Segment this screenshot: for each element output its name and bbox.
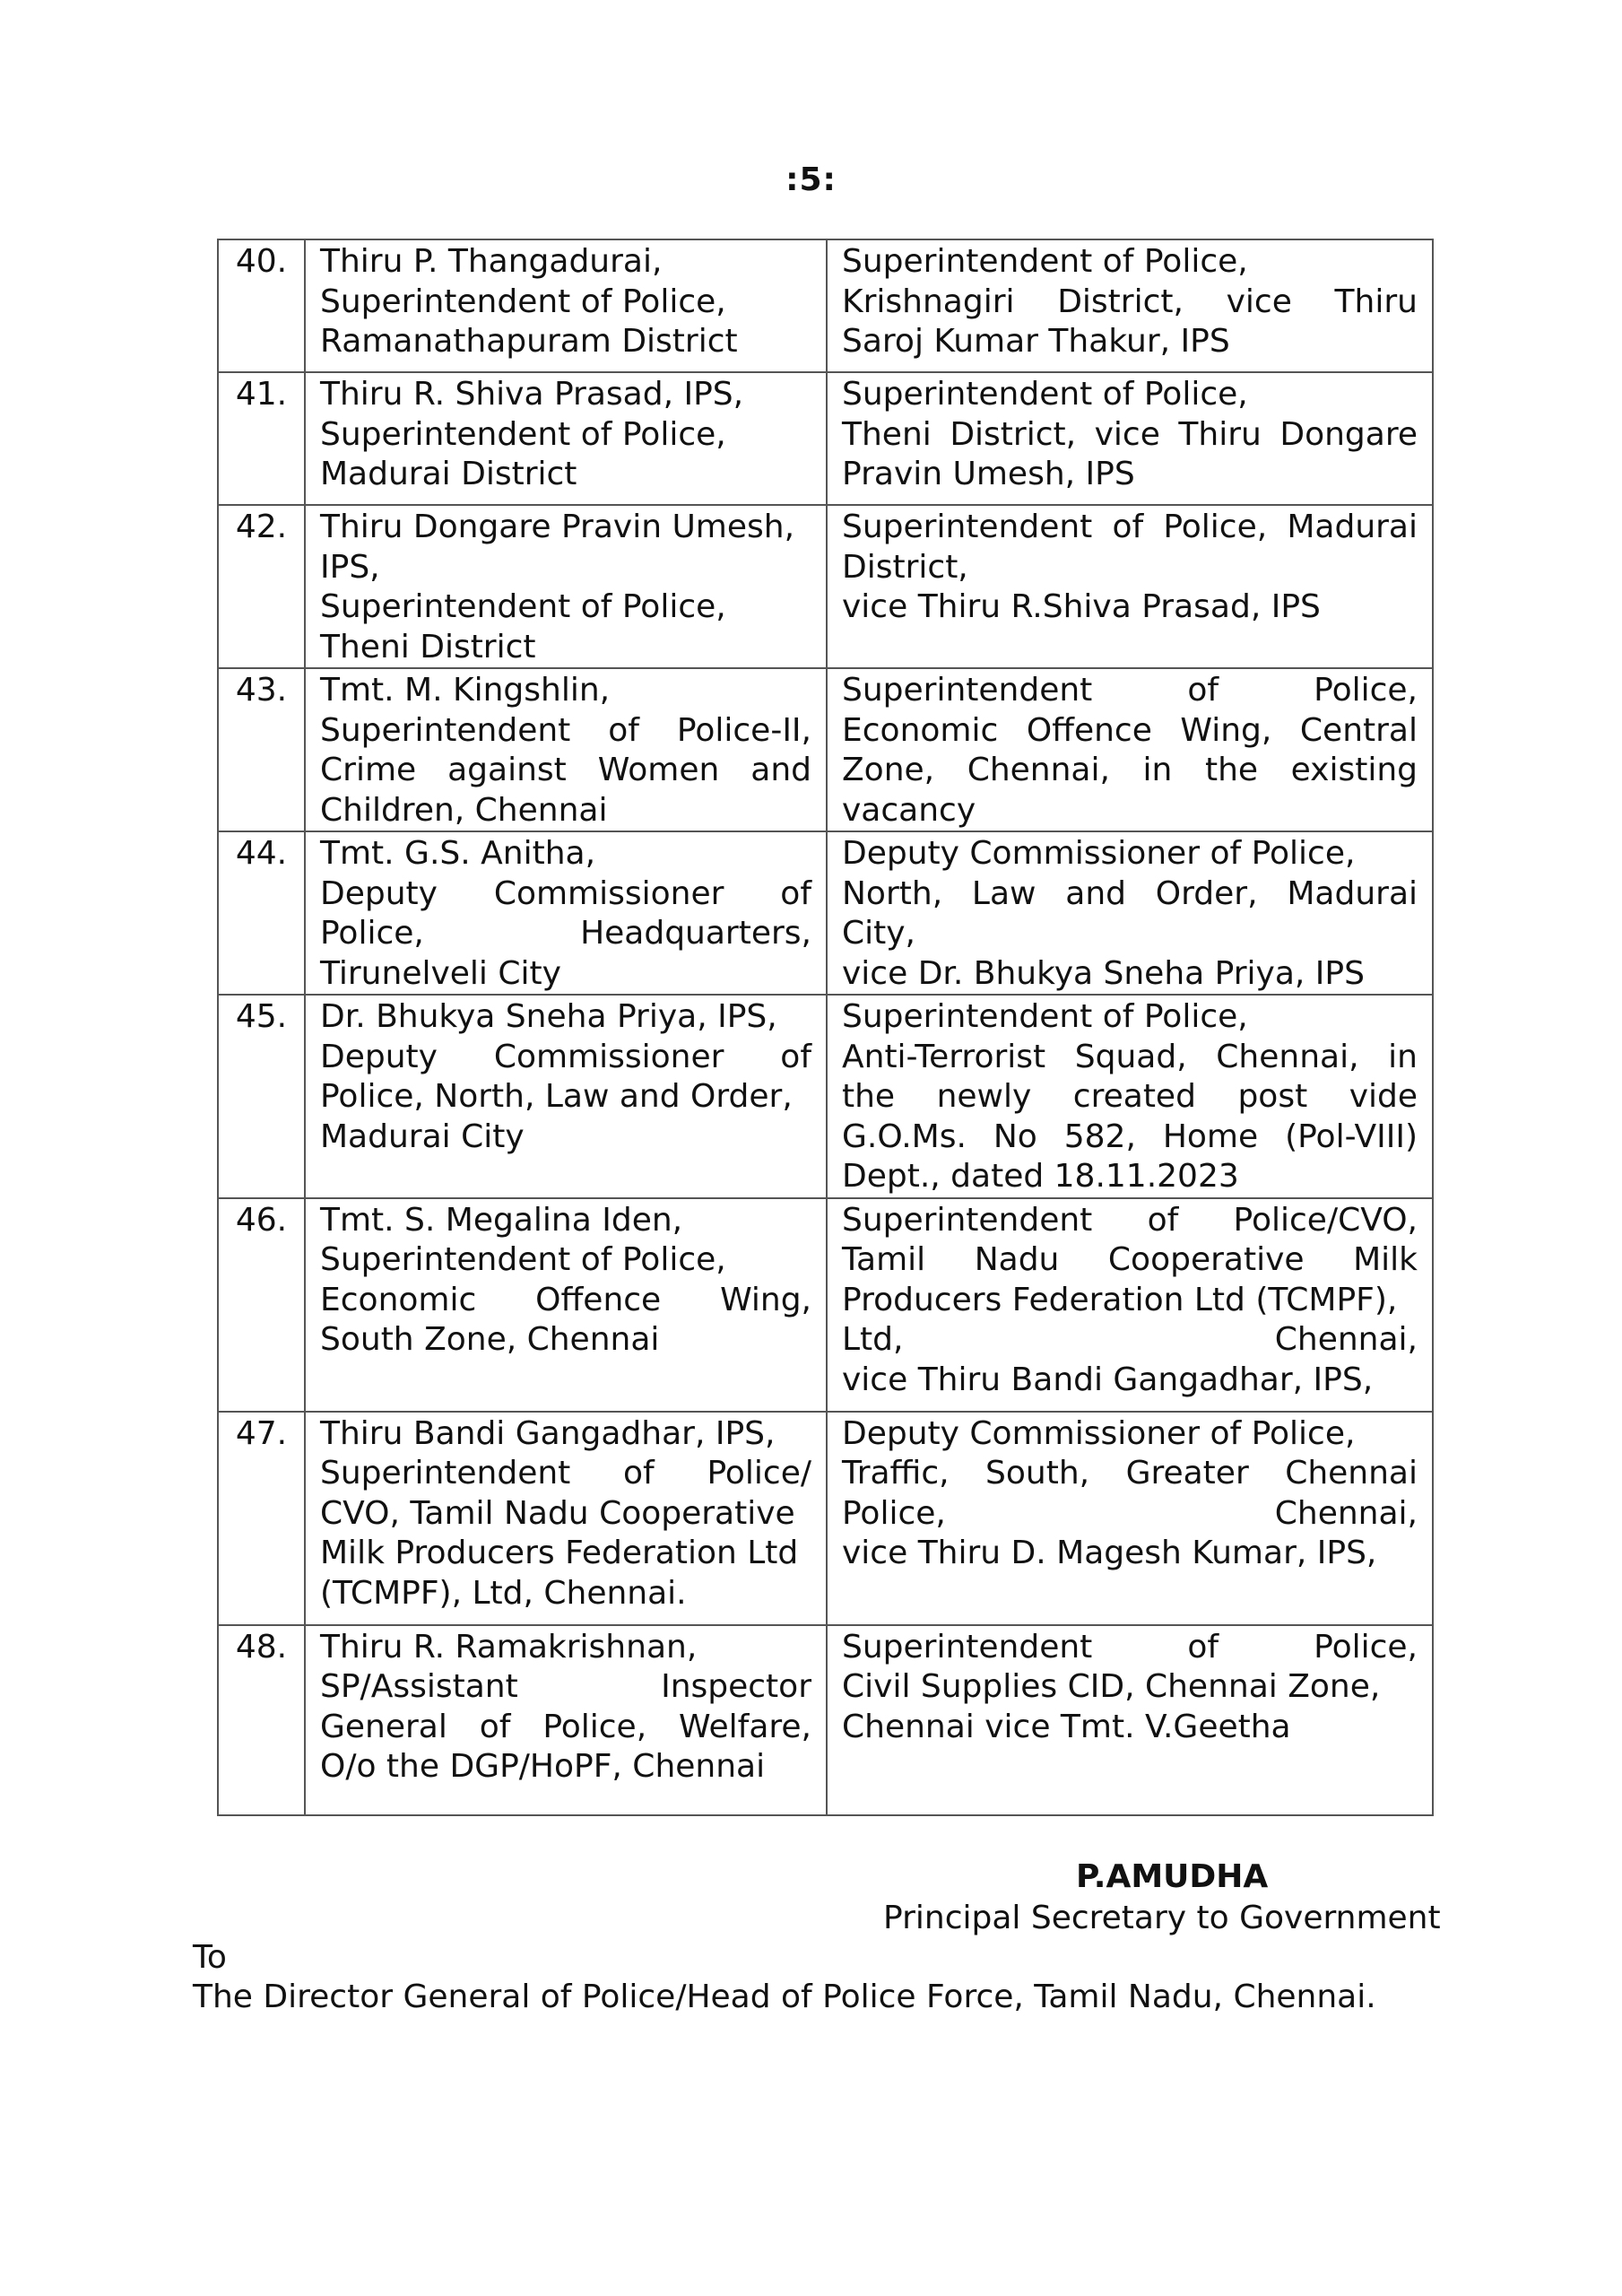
- officer-line: Thiru R. Shiva Prasad, IPS,: [320, 376, 744, 413]
- serial-number: 45.: [218, 995, 305, 1198]
- officer-line: Theni District: [320, 628, 536, 665]
- posting-line: Superintendent of Police,: [842, 998, 1248, 1035]
- posting-line: vice Thiru Bandi Gangadhar, IPS,: [842, 1361, 1374, 1398]
- officer-line: Police, Headquarters,: [320, 915, 811, 952]
- officer-line: Children, Chennai: [320, 791, 608, 829]
- officer-line: Tmt. G.S. Anitha,: [320, 835, 596, 872]
- posting-line: vice Dr. Bhukya Sneha Priya, IPS: [842, 954, 1365, 992]
- posting-cell: [827, 668, 1433, 831]
- officer-line: Superintendent of Police,: [320, 588, 726, 625]
- posting-line: Deputy Commissioner of Police,: [842, 1414, 1356, 1452]
- posting-line: Civil Supplies CID, Chennai Zone,: [842, 1668, 1381, 1705]
- table-row: [218, 831, 1433, 995]
- officer-line: Ramanathapuram District: [320, 323, 738, 360]
- officer-cell: [305, 239, 827, 372]
- table-row: [218, 668, 1433, 831]
- serial-number: 40.: [218, 239, 305, 372]
- posting-line: Zone, Chennai, in the existing: [842, 752, 1418, 788]
- officer-line: SP/Assistant Inspector: [320, 1668, 811, 1705]
- officer-line: Crime against Women and: [320, 752, 811, 788]
- posting-line: Deputy Commissioner of Police,: [842, 835, 1356, 872]
- officer-cell: [305, 1198, 827, 1412]
- posting-line: Anti-Terrorist Squad, Chennai, in: [842, 1038, 1418, 1075]
- recipient-address: The Director General of Police/Head of Police Force, Tamil Nadu, Chennai.: [193, 1979, 1376, 2015]
- officer-line: Tirunelveli City: [320, 954, 561, 992]
- table-row: [218, 505, 1433, 668]
- posting-line: G.O.Ms. No 582, Home (Pol-VIII): [842, 1118, 1418, 1155]
- posting-line: Superintendent of Police/CVO,: [842, 1201, 1418, 1239]
- officer-line: Thiru P. Thangadurai,: [320, 243, 663, 280]
- posting-cell: [827, 1198, 1433, 1412]
- posting-line: Krishnagiri District, vice Thiru: [842, 283, 1418, 320]
- officer-line: Superintendent of Police,: [320, 283, 726, 320]
- officer-cell: [305, 1412, 827, 1625]
- posting-line: Police, Chennai,: [842, 1494, 1418, 1532]
- officer-line: Milk Producers Federation Ltd: [320, 1535, 799, 1571]
- posting-line: Producers Federation Ltd (TCMPF),: [842, 1281, 1398, 1318]
- officer-line: O/o the DGP/HoPF, Chennai: [320, 1748, 766, 1785]
- posting-cell: [827, 372, 1433, 505]
- officer-line: Police, North, Law and Order,: [320, 1078, 793, 1115]
- posting-cell: [827, 239, 1433, 372]
- posting-line: Economic Offence Wing, Central: [842, 711, 1418, 749]
- officer-cell: [305, 505, 827, 668]
- posting-line: the newly created post vide: [842, 1078, 1418, 1115]
- officer-line: (TCMPF), Ltd, Chennai.: [320, 1574, 687, 1612]
- posting-line: vice Thiru D. Magesh Kumar, IPS,: [842, 1535, 1377, 1571]
- officer-line: Madurai District: [320, 456, 577, 492]
- officer-cell: [305, 668, 827, 831]
- officer-line: Superintendent of Police,: [320, 1241, 726, 1278]
- table-row: [218, 1625, 1433, 1815]
- posting-line: Tamil Nadu Cooperative Milk: [842, 1241, 1418, 1278]
- posting-line: Traffic, South, Greater Chennai: [842, 1455, 1418, 1492]
- officer-line: Deputy Commissioner of: [320, 874, 811, 912]
- officer-line: Superintendent of Police-II,: [320, 711, 811, 749]
- posting-line: City,: [842, 915, 916, 952]
- posting-line: District,: [842, 548, 968, 586]
- serial-number: 47.: [218, 1412, 305, 1625]
- officer-line: IPS,: [320, 548, 380, 586]
- posting-cell: [827, 505, 1433, 668]
- signatory-name: P.AMUDHA: [1076, 1858, 1269, 1895]
- table-row: [218, 1412, 1433, 1625]
- officer-line: Tmt. M. Kingshlin,: [320, 672, 611, 709]
- serial-number: 41.: [218, 372, 305, 505]
- officer-cell: [305, 995, 827, 1198]
- posting-line: Superintendent of Police, Madurai: [842, 509, 1418, 545]
- posting-line: Saroj Kumar Thakur, IPS: [842, 323, 1230, 360]
- officer-line: Thiru Dongare Pravin Umesh,: [320, 509, 795, 545]
- officer-line: Thiru R. Ramakrishnan,: [320, 1628, 698, 1665]
- table-row: [218, 995, 1433, 1198]
- posting-line: Dept., dated 18.11.2023: [842, 1158, 1239, 1195]
- posting-line: Pravin Umesh, IPS: [842, 456, 1135, 492]
- officer-line: Superintendent of Police,: [320, 415, 726, 453]
- serial-number: 44.: [218, 831, 305, 995]
- officer-line: CVO, Tamil Nadu Cooperative: [320, 1494, 795, 1532]
- officer-line: Tmt. S. Megalina Iden,: [320, 1201, 683, 1239]
- table-row: [218, 1198, 1433, 1412]
- serial-number: 48.: [218, 1625, 305, 1815]
- posting-line: Theni District, vice Thiru Dongare: [842, 415, 1418, 453]
- table-row: [218, 372, 1433, 505]
- posting-line: Superintendent of Police,: [842, 672, 1418, 709]
- posting-line: Chennai vice Tmt. V.Geetha: [842, 1708, 1291, 1745]
- posting-line: Ltd, Chennai,: [842, 1321, 1418, 1358]
- posting-cell: [827, 995, 1433, 1198]
- officer-line: Superintendent of Police/: [320, 1455, 811, 1492]
- signatory-designation: Principal Secretary to Government: [883, 1900, 1441, 1936]
- posting-line: Superintendent of Police,: [842, 243, 1248, 280]
- officer-cell: [305, 831, 827, 995]
- officer-line: General of Police, Welfare,: [320, 1708, 811, 1745]
- page-number: :5:: [785, 161, 837, 198]
- officer-line: Deputy Commissioner of: [320, 1038, 811, 1075]
- posting-line: North, Law and Order, Madurai: [842, 874, 1418, 912]
- officer-line: Economic Offence Wing,: [320, 1281, 811, 1318]
- table-row: [218, 239, 1433, 372]
- officer-cell: [305, 372, 827, 505]
- officer-line: Thiru Bandi Gangadhar, IPS,: [320, 1414, 776, 1452]
- officer-line: Dr. Bhukya Sneha Priya, IPS,: [320, 998, 777, 1035]
- officer-line: Madurai City: [320, 1118, 525, 1155]
- officer-cell: [305, 1625, 827, 1815]
- to-label: To: [193, 1939, 227, 1976]
- postings-table: [217, 239, 1434, 1816]
- posting-cell: [827, 1625, 1433, 1815]
- posting-line: Superintendent of Police,: [842, 376, 1248, 413]
- posting-cell: [827, 1412, 1433, 1625]
- serial-number: 46.: [218, 1198, 305, 1412]
- officer-line: South Zone, Chennai: [320, 1321, 660, 1358]
- posting-cell: [827, 831, 1433, 995]
- posting-line: vacancy: [842, 791, 976, 829]
- posting-line: Superintendent of Police,: [842, 1628, 1418, 1665]
- serial-number: 42.: [218, 505, 305, 668]
- serial-number: 43.: [218, 668, 305, 831]
- posting-line: vice Thiru R.Shiva Prasad, IPS: [842, 588, 1321, 625]
